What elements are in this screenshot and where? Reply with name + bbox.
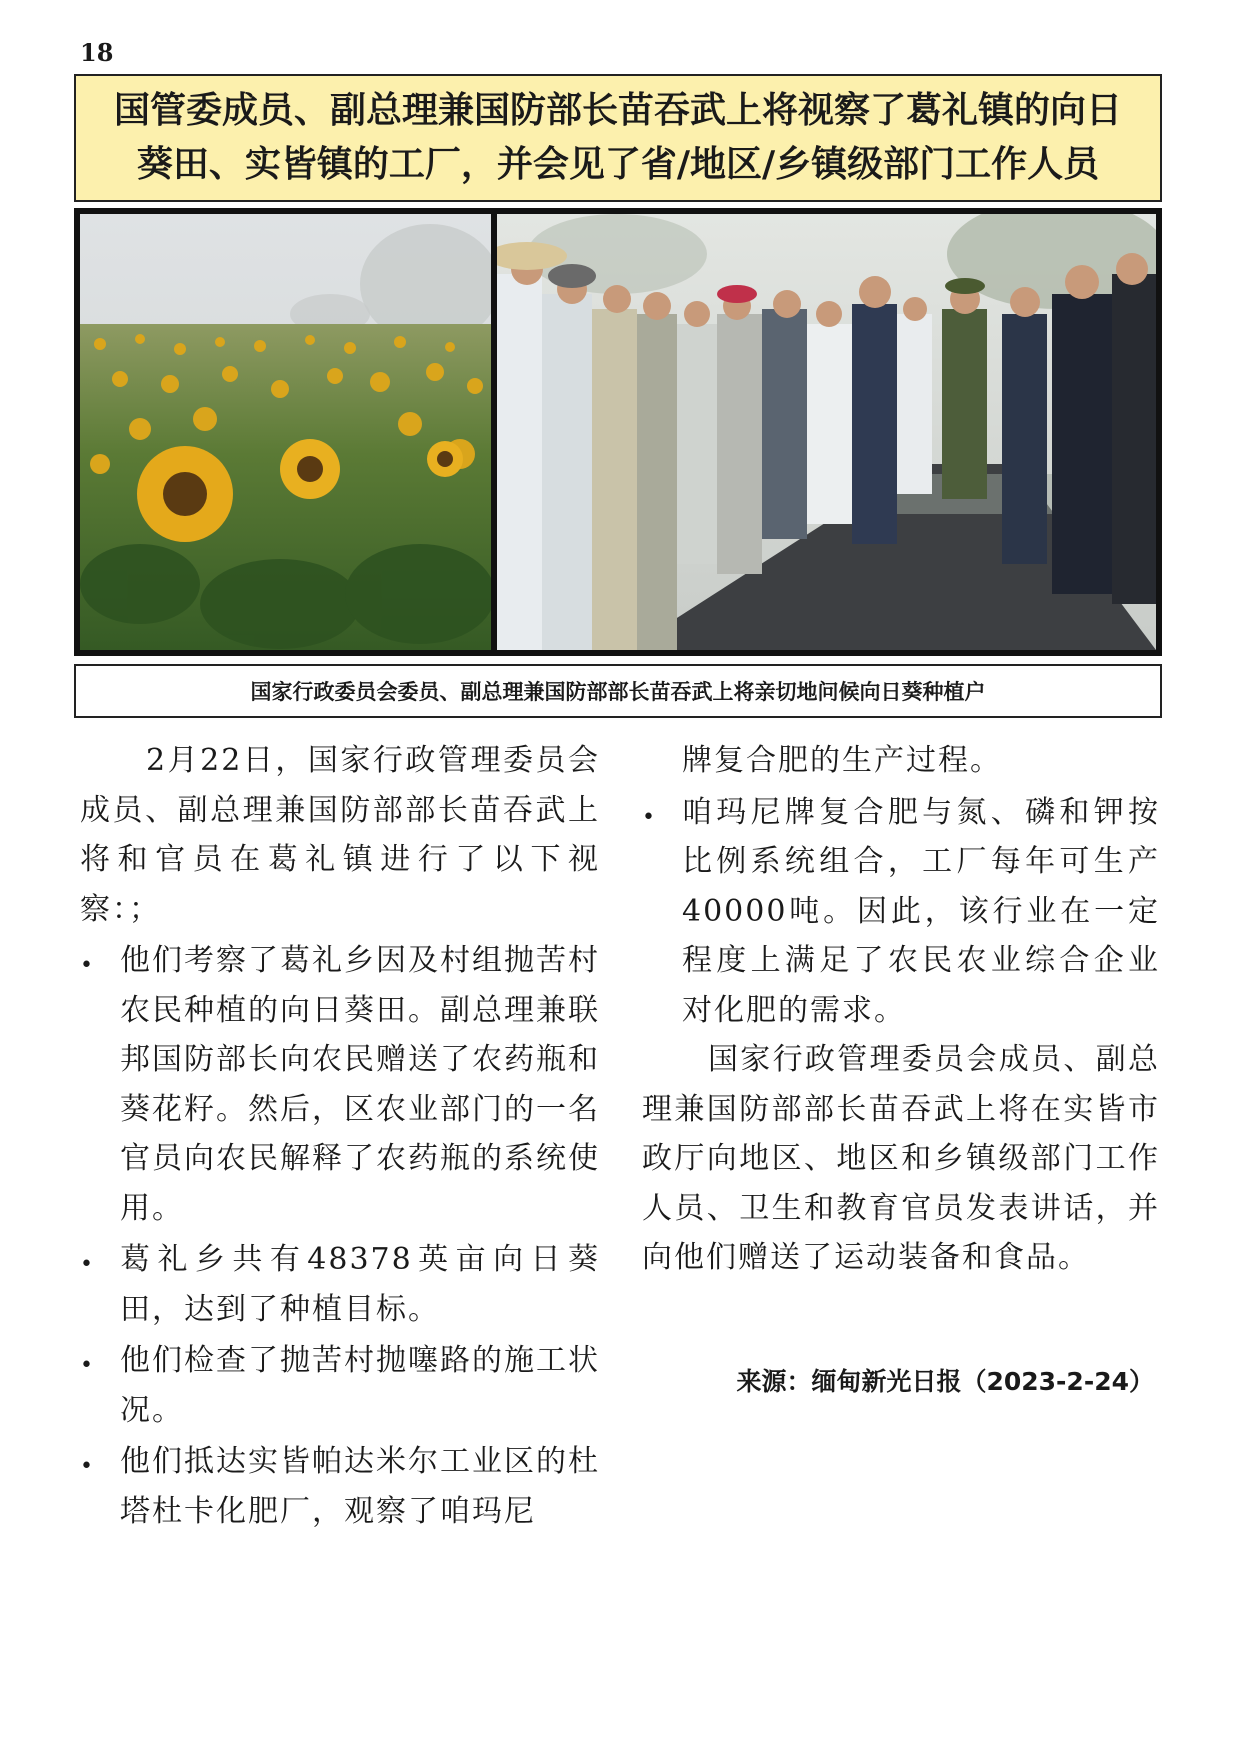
sunflower-field-image: [80, 214, 491, 650]
bullet-continuation: 牌复合肥的生产过程。: [682, 743, 1002, 778]
bullet-item: • 咱玛尼牌复合肥与氮、磷和钾按比例系统组合，工厂每年可生产40000吨。因此，该行业在一定程度上满足了农民农业综合企业对化肥的需求。: [642, 788, 1160, 1036]
page-number: 18: [80, 38, 114, 67]
closing-paragraph: 国家行政管理委员会成员、副总理兼国防部部长苗吞武上将在实皆市政厅向地区、地区和乡镇级部门工作人员、卫生和教育官员发表讲话，并向他们赠送了运动装备和食品。: [642, 1042, 1160, 1275]
photo-caption: 国家行政委员会委员、副总理兼国防部部长苗吞武上将亲切地问候向日葵种植户: [74, 664, 1162, 718]
meeting-scene-image: [497, 214, 1156, 650]
left-bullet-list: [80, 936, 600, 1536]
right-bullet-list: [642, 788, 1160, 1036]
bullet-item: • 他们检查了抛苦村抛噻路的施工状况。: [80, 1336, 600, 1435]
photo-frame: [74, 208, 1162, 656]
left-column: [80, 736, 600, 1536]
sunflower-field-photo: [80, 214, 491, 650]
headline-box: [74, 74, 1162, 202]
right-column: [642, 736, 1160, 1283]
headline-line-1: 国管委成员、副总理兼国防部长苗吞武上将视察了葛礼镇的向日: [113, 90, 1122, 131]
officials-meeting-farmers-photo: [497, 214, 1156, 650]
bullet-item: • 他们抵达实皆帕达米尔工业区的杜塔杜卡化肥厂，观察了咱玛尼: [80, 1437, 600, 1536]
intro-paragraph: 2月22日，国家行政管理委员会成员、副总理兼国防部部长苗吞武上将和官员在葛礼镇进行了以下视察：；: [80, 743, 600, 927]
source-credit: 来源：缅甸新光日报（2023-2-24）: [736, 1367, 1154, 1396]
bullet-item: • 他们考察了葛礼乡因及村组抛苦村农民种植的向日葵田。副总理兼联邦国防部长向农民赠送了农药瓶和葵花籽。然后，区农业部门的一名官员向农民解释了农药瓶的系统使用。: [80, 936, 600, 1233]
bullet-item: • 葛礼乡共有48378英亩向日葵田，达到了种植目标。: [80, 1235, 600, 1334]
headline-line-2: 葵田、实皆镇的工厂，并会见了省/地区/乡镇级部门工作人员: [136, 144, 1100, 185]
